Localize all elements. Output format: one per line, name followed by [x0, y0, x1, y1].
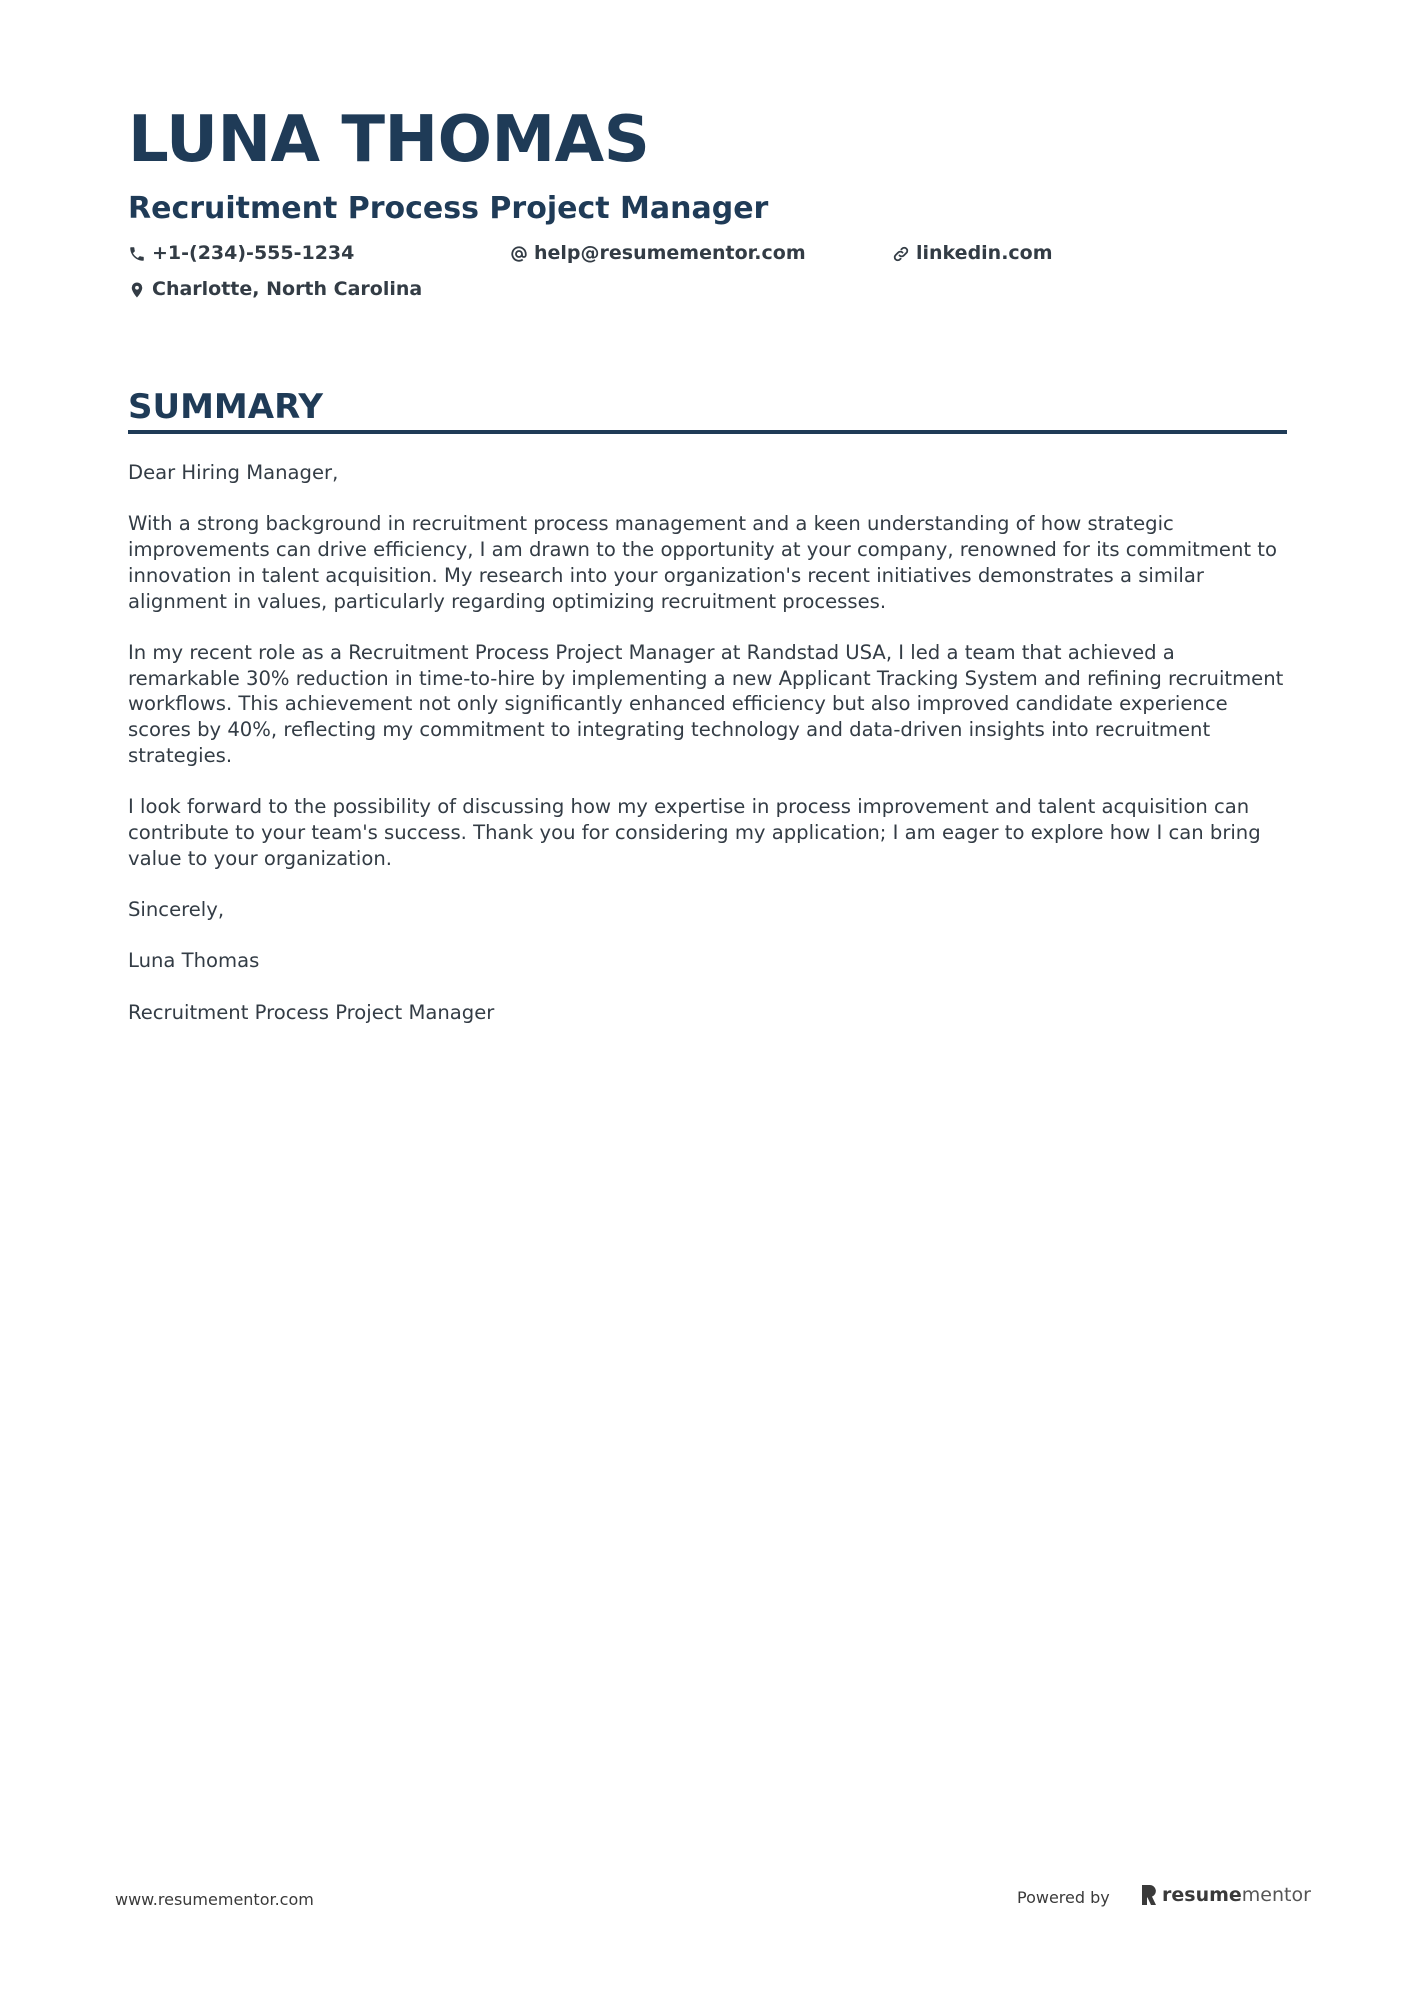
signature-name: Luna Thomas	[128, 949, 260, 973]
summary-heading: SUMMARY	[128, 387, 324, 427]
contact-email[interactable]	[510, 244, 806, 263]
phone-icon	[128, 245, 146, 263]
section-divider	[128, 430, 1287, 434]
candidate-role: Recruitment Process Project Manager	[128, 191, 769, 226]
at-icon	[510, 245, 528, 263]
brand-logo[interactable]	[1140, 1884, 1311, 1906]
email-text: help@resumementor.com	[534, 242, 806, 264]
powered-by-label: Powered by	[1017, 1888, 1110, 1907]
website-text: linkedin.com	[916, 242, 1053, 264]
contact-phone	[128, 244, 354, 263]
link-icon	[892, 245, 910, 263]
letter-paragraph: In my recent role as a Recruitment Process Project Manager at Randstad USA, I led a team that achieved a remarkable 30% reduction in time-to-hire by implementing a new Applicant Tracking System and refining recruitment workflows. This achievement not only significantly enhanced efficiency but also improved candidate experience scores by 40%, reflecting my commitment to integrating technology and data-driven insights into recruitment strategies.	[128, 640, 1284, 767]
footer-url[interactable]: www.resumementor.com	[115, 1890, 314, 1909]
brand-name-bold: resume	[1162, 1884, 1242, 1906]
letter-paragraph: With a strong background in recruitment process management and a keen understanding of how strategic improvements can drive efficiency, I am drawn to the opportunity at your company, renowned for its commitment to innovation in talent acquisition. My research into your organization's recent initiatives demonstrates a similar alignment in values, particularly regarding optimizing recruitment processes.	[128, 512, 1277, 613]
contact-location	[128, 280, 422, 299]
letter-closing: Sincerely,	[128, 897, 225, 921]
phone-text: +1-(234)-555-1234	[152, 242, 355, 264]
location-text: Charlotte, North Carolina	[152, 278, 423, 300]
candidate-name: LUNA THOMAS	[128, 103, 650, 177]
contact-website[interactable]	[892, 244, 1053, 263]
letter-body	[128, 460, 1288, 1051]
letter-paragraph: I look forward to the possibility of discussing how my expertise in process improvement and talent acquisition can contribute to your team's success. Thank you for considering my application; I am eager to explore how I can bring value to your organization.	[128, 795, 1261, 870]
location-pin-icon	[128, 281, 146, 299]
signature-title: Recruitment Process Project Manager	[128, 1000, 495, 1024]
letter-greeting: Dear Hiring Manager,	[128, 461, 339, 484]
brand-mark-icon	[1140, 1884, 1158, 1906]
brand-name-light: mentor	[1241, 1884, 1311, 1906]
